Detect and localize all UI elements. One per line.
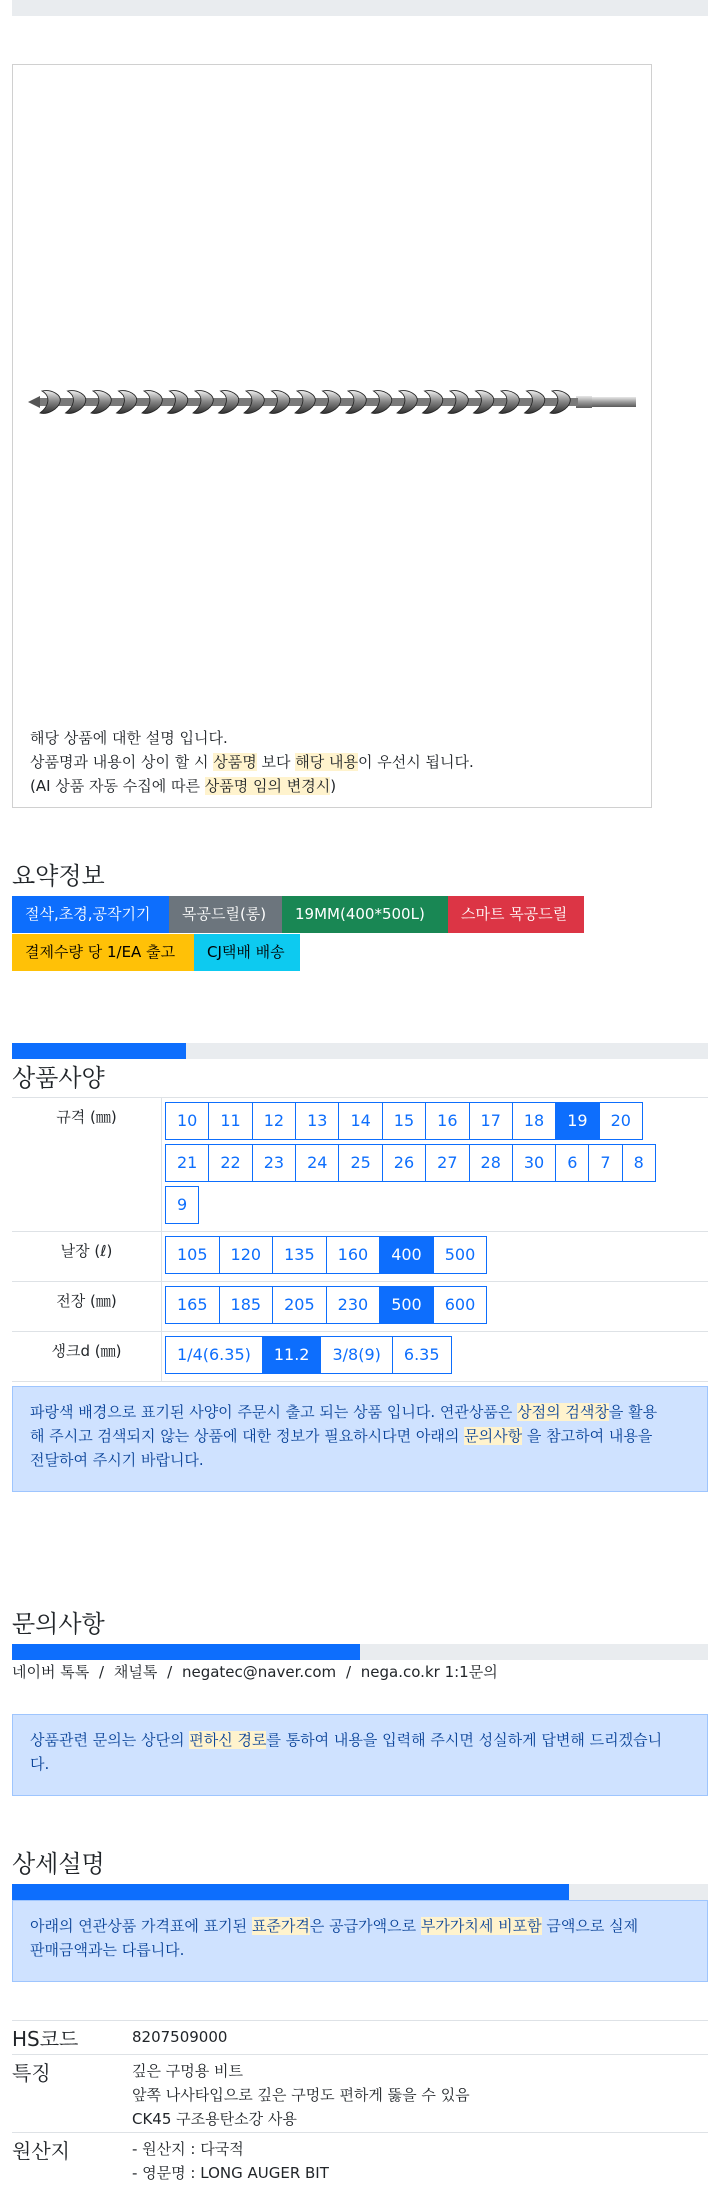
spec-alert-line-2 — [30, 1424, 690, 1448]
info-row-hscode — [12, 2020, 708, 2055]
link-separator: / — [167, 1663, 173, 1681]
spec-option-button[interactable]: 28 — [469, 1144, 513, 1182]
spec-label: 규격 (㎜) — [12, 1098, 162, 1231]
option-row — [165, 1286, 705, 1324]
info-value-line: 8207509000 — [132, 2028, 228, 2046]
badge-delivery: CJ택배 배송 — [194, 934, 300, 971]
spec-option-button[interactable]: 18 — [512, 1102, 556, 1140]
inquiry-alert — [12, 1714, 708, 1796]
spec-option-button[interactable]: 160 — [326, 1236, 381, 1274]
spec-option-button[interactable]: 205 — [272, 1286, 327, 1324]
link-naver-talk[interactable]: 네이버 톡톡 — [12, 1663, 90, 1681]
alert-highlight: 표준가격 — [251, 1917, 310, 1935]
spec-option-button[interactable]: 20 — [599, 1102, 643, 1140]
notice-text: ) — [330, 777, 337, 795]
notice-highlight: 상품명 — [213, 753, 257, 771]
notice-highlight: 상품명 임의 변경시 — [204, 777, 331, 795]
spec-option-button[interactable]: 10 — [165, 1102, 209, 1140]
spec-option-button[interactable]: 1/4(6.35) — [165, 1336, 263, 1374]
spec-option-button[interactable]: 6.35 — [392, 1336, 452, 1374]
spec-options — [165, 1236, 705, 1278]
info-value-line: 깊은 구멍용 비트 — [132, 2062, 243, 2080]
notice-highlight: 해당 내용 — [295, 753, 358, 771]
link-separator: / — [345, 1663, 352, 1681]
top-strip — [12, 0, 708, 16]
link-separator: / — [99, 1663, 105, 1681]
spec-option-button[interactable]: 3/8(9) — [320, 1336, 392, 1374]
option-row — [165, 1102, 705, 1140]
spec-option-button[interactable]: 11.2 — [262, 1336, 322, 1374]
info-value-line: - 원산지 : 다국적 — [132, 2140, 244, 2158]
detail-progress — [12, 1884, 708, 1900]
spec-option-button[interactable]: 185 — [219, 1286, 274, 1324]
badge-size: 19MM(400*500L) — [282, 896, 448, 933]
badge-subcategory: 목공드릴(롱) — [169, 896, 282, 933]
spec-row-blade — [12, 1232, 708, 1282]
alert-text: 금액으로 실제 — [541, 1917, 639, 1935]
detail-progress-fill — [12, 1884, 569, 1900]
badge-category: 절삭,초경,공작기기 — [12, 896, 169, 933]
spec-option-button[interactable]: 26 — [382, 1144, 426, 1182]
spec-option-button[interactable]: 8 — [622, 1144, 656, 1182]
info-row-origin — [12, 2132, 708, 2182]
detail-alert — [12, 1900, 708, 1982]
summary-badges — [12, 896, 708, 976]
alert-text: 상품관련 문의는 상단의 — [30, 1731, 190, 1749]
info-key: HS코드 — [12, 2027, 79, 2051]
spec-progress — [12, 1043, 708, 1059]
summary-title: 요약정보 — [12, 862, 105, 890]
alert-text: 파랑색 배경으로 표기된 사양이 주문시 출고 되는 상품 입니다. 연관상품은 — [30, 1403, 518, 1421]
spec-option-button[interactable]: 500 — [433, 1236, 488, 1274]
inquiry-alert-line-1 — [30, 1728, 690, 1752]
spec-option-button[interactable]: 6 — [555, 1144, 589, 1182]
info-value — [132, 2137, 329, 2185]
alert-text: 해 주시고 검색되지 않는 상품에 대한 정보가 필요하시다면 아래의 — [30, 1427, 465, 1445]
spec-option-button[interactable]: 19 — [555, 1102, 599, 1140]
spec-option-button[interactable]: 165 — [165, 1286, 220, 1324]
spec-option-button[interactable]: 230 — [326, 1286, 381, 1324]
spec-option-button[interactable]: 11 — [208, 1102, 252, 1140]
spec-option-button[interactable]: 30 — [512, 1144, 556, 1182]
alert-highlight: 부가가치세 비포함 — [420, 1917, 542, 1935]
auger-bit-image — [28, 365, 640, 445]
info-key: 원산지 — [12, 2139, 70, 2163]
info-value-line: CK45 구조용탄소강 사용 — [132, 2110, 297, 2128]
inquiry-progress — [12, 1644, 708, 1660]
spec-options — [165, 1102, 705, 1228]
spec-title: 상품사양 — [12, 1064, 105, 1092]
detail-title: 상세설명 — [12, 1850, 105, 1878]
alert-highlight: 문의사항 — [464, 1427, 523, 1445]
spec-option-button[interactable]: 23 — [252, 1144, 296, 1182]
spec-option-button[interactable]: 9 — [165, 1186, 199, 1224]
info-value — [132, 2059, 470, 2131]
spec-row-shank — [12, 1332, 708, 1382]
spec-alert — [12, 1386, 708, 1492]
info-value — [132, 2025, 227, 2049]
spec-option-button[interactable]: 25 — [338, 1144, 382, 1182]
spec-options — [165, 1336, 705, 1378]
notice-text: 상품명과 내용이 상이 할 시 — [30, 753, 214, 771]
notice-line-3 — [30, 775, 336, 796]
inquiry-alert-line-2: 다. — [30, 1755, 50, 1773]
link-channel-talk[interactable]: 채널톡 — [113, 1663, 158, 1681]
spec-label: 날장 (ℓ) — [12, 1232, 162, 1281]
detail-alert-line-2: 판매금액과는 다릅니다. — [30, 1941, 185, 1959]
spec-options — [165, 1286, 705, 1328]
spec-option-button[interactable]: 27 — [425, 1144, 469, 1182]
inquiry-links — [12, 1661, 498, 1682]
spec-label: 생크d (㎜) — [12, 1332, 162, 1381]
alert-text: 을 활용 — [608, 1403, 658, 1421]
spec-option-button[interactable]: 135 — [272, 1236, 327, 1274]
spec-option-button[interactable]: 15 — [382, 1102, 426, 1140]
option-row — [165, 1236, 705, 1274]
spec-option-button[interactable]: 16 — [425, 1102, 469, 1140]
spec-progress-fill — [12, 1043, 186, 1059]
link-email[interactable]: negatec@naver.com — [181, 1663, 337, 1681]
option-row — [165, 1186, 705, 1224]
spec-option-button[interactable]: 500 — [379, 1286, 434, 1324]
alert-highlight: 상점의 검색창 — [517, 1403, 609, 1421]
alert-highlight: 편하신 경로 — [189, 1731, 267, 1749]
spec-alert-line-3: 전달하여 주시기 바랍니다. — [30, 1451, 204, 1469]
notice-text: (AI 상품 자동 수집에 따른 — [30, 777, 205, 795]
spec-option-button[interactable]: 17 — [469, 1102, 513, 1140]
alert-text: 을 참고하여 내용을 — [522, 1427, 653, 1445]
inquiry-title: 문의사항 — [12, 1610, 105, 1638]
spec-alert-line-1 — [30, 1400, 690, 1424]
notice-line-1: 해당 상품에 대한 설명 입니다. — [30, 729, 228, 747]
info-key: 특징 — [12, 2061, 51, 2085]
spec-option-button[interactable]: 120 — [219, 1236, 274, 1274]
info-value-line: - 영문명 : LONG AUGER BIT — [132, 2164, 329, 2182]
info-row-features — [12, 2054, 708, 2133]
detail-alert-line-1 — [30, 1914, 690, 1938]
alert-text: 를 통하여 내용을 입력해 주시면 성실하게 답변해 드리겠습니 — [266, 1731, 663, 1749]
spec-option-button[interactable]: 105 — [165, 1236, 220, 1274]
spec-option-button[interactable]: 14 — [338, 1102, 382, 1140]
option-row — [165, 1144, 705, 1182]
spec-option-button[interactable]: 12 — [252, 1102, 296, 1140]
spec-option-button[interactable]: 13 — [295, 1102, 339, 1140]
spec-row-size — [12, 1098, 708, 1232]
inquiry-progress-fill — [12, 1644, 360, 1660]
spec-option-button[interactable]: 24 — [295, 1144, 339, 1182]
option-row — [165, 1336, 705, 1374]
badge-shipping-qty: 결제수량 당 1/EA 출고 — [12, 934, 194, 971]
spec-option-button[interactable]: 21 — [165, 1144, 209, 1182]
info-value-line: 앞쪽 나사타입으로 깊은 구멍도 편하게 뚫을 수 있음 — [132, 2086, 470, 2104]
badge-brand: 스마트 목공드릴 — [448, 896, 584, 933]
spec-option-button[interactable]: 22 — [208, 1144, 252, 1182]
spec-option-button[interactable]: 7 — [588, 1144, 622, 1182]
spec-table — [12, 1097, 708, 1364]
spec-option-button[interactable]: 400 — [379, 1236, 434, 1274]
alert-text: 은 공급가액으로 — [309, 1917, 421, 1935]
spec-label: 전장 (㎜) — [12, 1282, 162, 1331]
notice-text: 보다 — [256, 753, 296, 771]
alert-text: 아래의 연관상품 가격표에 표기된 — [30, 1917, 252, 1935]
spec-row-total — [12, 1282, 708, 1332]
notice-text: 이 우선시 됩니다. — [357, 753, 474, 771]
spec-option-button[interactable]: 600 — [433, 1286, 488, 1324]
product-image-box — [12, 64, 652, 808]
link-one-to-one[interactable]: nega.co.kr 1:1문의 — [360, 1663, 498, 1681]
notice-line-2 — [30, 751, 474, 772]
